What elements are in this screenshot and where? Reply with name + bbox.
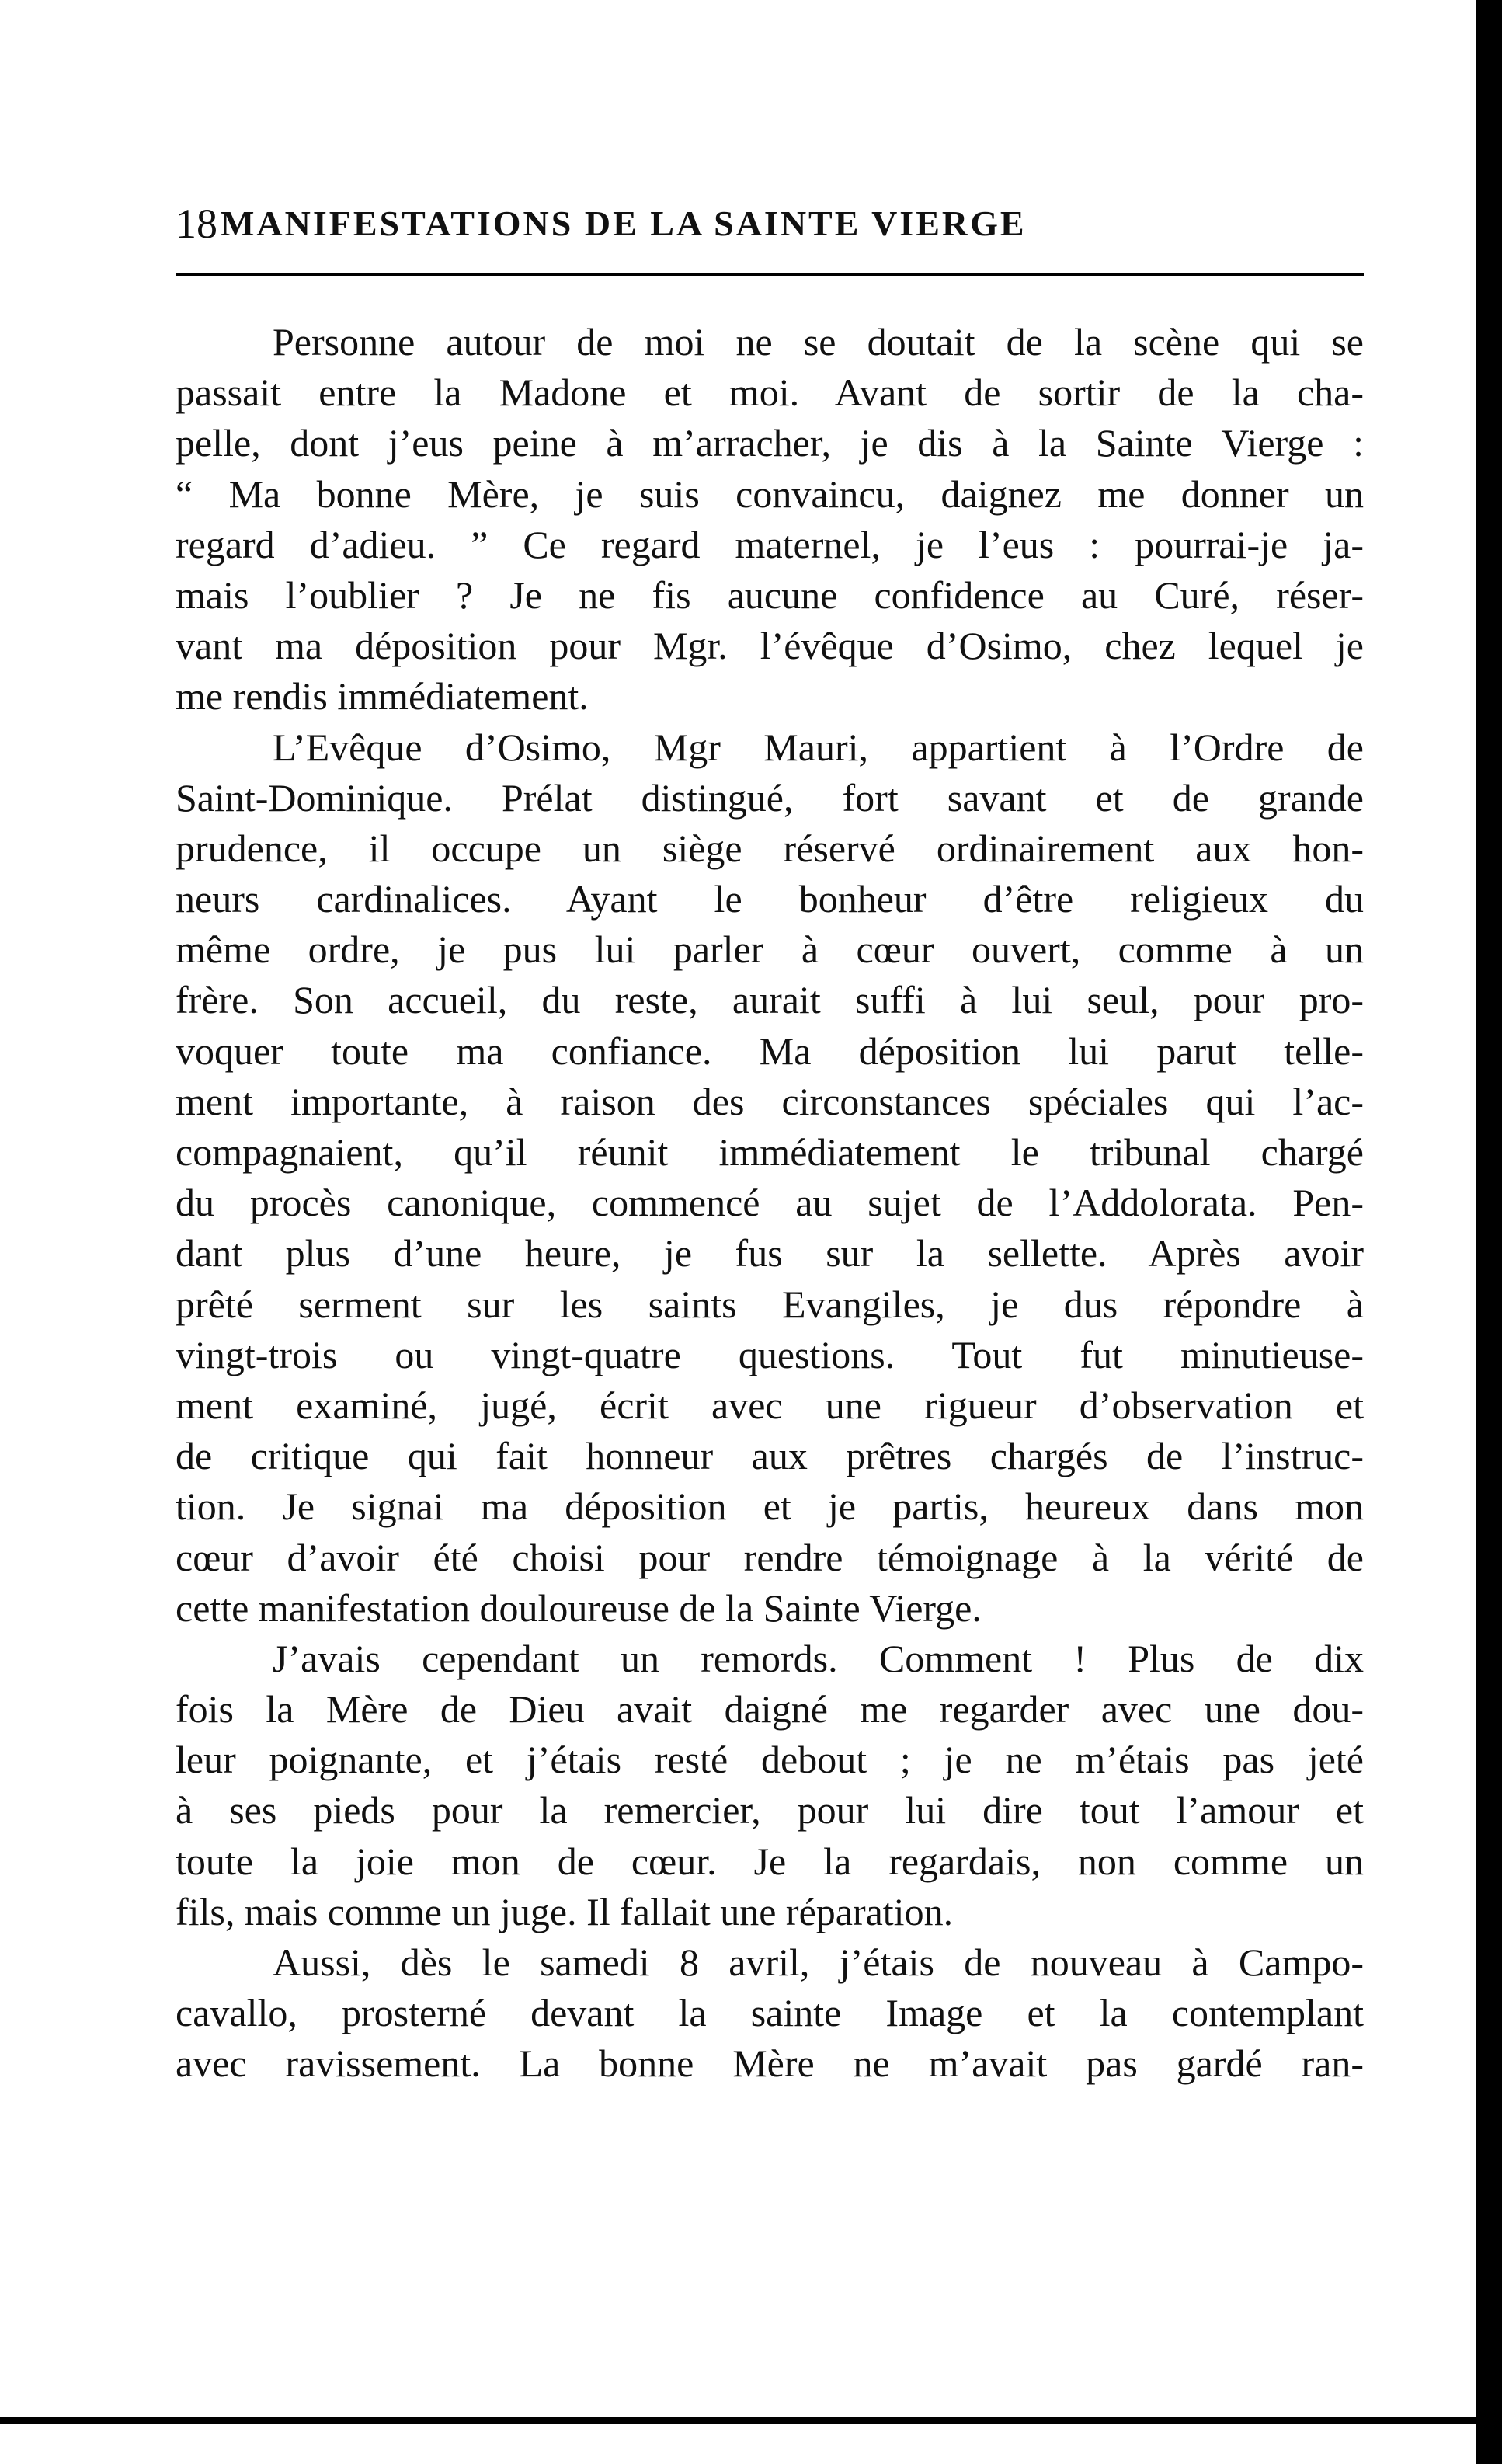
text-line: vant ma déposition pour Mgr. l’évêque d’Osimo, chez lequel je xyxy=(176,624,1364,668)
text-line: neurs cardinalices. Ayant le bonheur d’être religieux du xyxy=(176,877,1364,921)
paragraph xyxy=(176,317,1364,722)
text-line: cœur d’avoir été choisi pour rendre témoignage à la vérité de xyxy=(176,1535,1364,1579)
text-line: fils, mais comme un juge. Il fallait une réparation. xyxy=(176,1889,954,1933)
header-rule xyxy=(176,273,1364,276)
text-line: de critique qui fait honneur aux prêtres chargés de l’instruc- xyxy=(176,1434,1364,1478)
text-line: J’avais cependant un remords. Comment ! Plus de dix xyxy=(273,1636,1364,1680)
paragraph xyxy=(176,1634,1364,1937)
text-line: regard d’adieu. ” Ce regard maternel, je l’eus : pourrai-je ja- xyxy=(176,522,1364,566)
text-line: ment examiné, jugé, écrit avec une rigueur d’observation et xyxy=(176,1383,1364,1427)
text-line: cette manifestation douloureuse de la Sainte Vierge. xyxy=(176,1585,982,1630)
page-header xyxy=(176,193,1364,255)
scan-edge-bar xyxy=(1476,0,1502,2464)
text-line: Personne autour de moi ne se doutait de la scène qui se xyxy=(273,320,1364,364)
text-line: pelle, dont j’eus peine à m’arracher, je dis à la Sainte Vierge : xyxy=(176,421,1364,465)
text-line: dant plus d’une heure, je fus sur la sellette. Après avoir xyxy=(176,1231,1364,1276)
text-line: même ordre, je pus lui parler à cœur ouvert, comme à un xyxy=(176,927,1364,972)
text-line: ment importante, à raison des circonstances spéciales qui l’ac- xyxy=(176,1079,1364,1123)
text-line: voquer toute ma confiance. Ma déposition lui parut telle- xyxy=(176,1028,1364,1073)
text-line: me rendis immédiatement. xyxy=(176,674,589,719)
text-line: passait entre la Madone et moi. Avant de sortir de la cha- xyxy=(176,371,1364,415)
text-line: mais l’oublier ? Je ne fis aucune confidence au Curé, réser- xyxy=(176,572,1364,617)
text-line: fois la Mère de Dieu avait daigné me regarder avec une dou- xyxy=(176,1687,1364,1731)
paragraph xyxy=(176,1937,1364,2090)
text-line: Saint-Dominique. Prélat distingué, fort savant et de grande xyxy=(176,775,1364,820)
text-line: du procès canonique, commencé au sujet de l’Addolorata. Pen- xyxy=(176,1181,1364,1225)
text-line: à ses pieds pour la remercier, pour lui dire tout l’amour et xyxy=(176,1788,1364,1832)
text-line: cavallo, prosterné devant la sainte Image et la contemplant xyxy=(176,1991,1364,2035)
text-line: prudence, il occupe un siège réservé ordinairement aux hon- xyxy=(176,826,1364,870)
text-line: prêté serment sur les saints Evangiles, je dus répondre à xyxy=(176,1282,1364,1326)
text-line: leur poignante, et j’étais resté debout ; je ne m’étais pas jeté xyxy=(176,1738,1364,1782)
page-number: 18 xyxy=(176,200,217,247)
text-line: “ Ma bonne Mère, je suis convaincu, daignez me donner un xyxy=(176,472,1364,516)
text-line: vingt-trois ou vingt-quatre questions. Tout fut minutieuse- xyxy=(176,1332,1364,1376)
text-line: avec ravissement. La bonne Mère ne m’avait pas gardé ran- xyxy=(176,2041,1364,2086)
text-line: L’Evêque d’Osimo, Mgr Mauri, appartient à l’Ordre de xyxy=(273,725,1364,769)
running-title: MANIFESTATIONS DE LA SAINTE VIERGE xyxy=(221,204,1027,243)
text-line: toute la joie mon de cœur. Je la regardais, non comme un xyxy=(176,1839,1364,1883)
text-line: Aussi, dès le samedi 8 avril, j’étais de nouveau à Campo- xyxy=(273,1940,1364,1984)
body-text xyxy=(176,317,1364,2090)
text-line: compagnaient, qu’il réunit immédiatement le tribunal chargé xyxy=(176,1130,1364,1174)
text-line: frère. Son accueil, du reste, aurait suffi à lui seul, pour pro- xyxy=(176,978,1364,1022)
text-line: tion. Je signai ma déposition et je partis, heureux dans mon xyxy=(176,1484,1364,1529)
paragraph xyxy=(176,722,1364,1634)
scan-bottom-line xyxy=(0,2417,1502,2424)
